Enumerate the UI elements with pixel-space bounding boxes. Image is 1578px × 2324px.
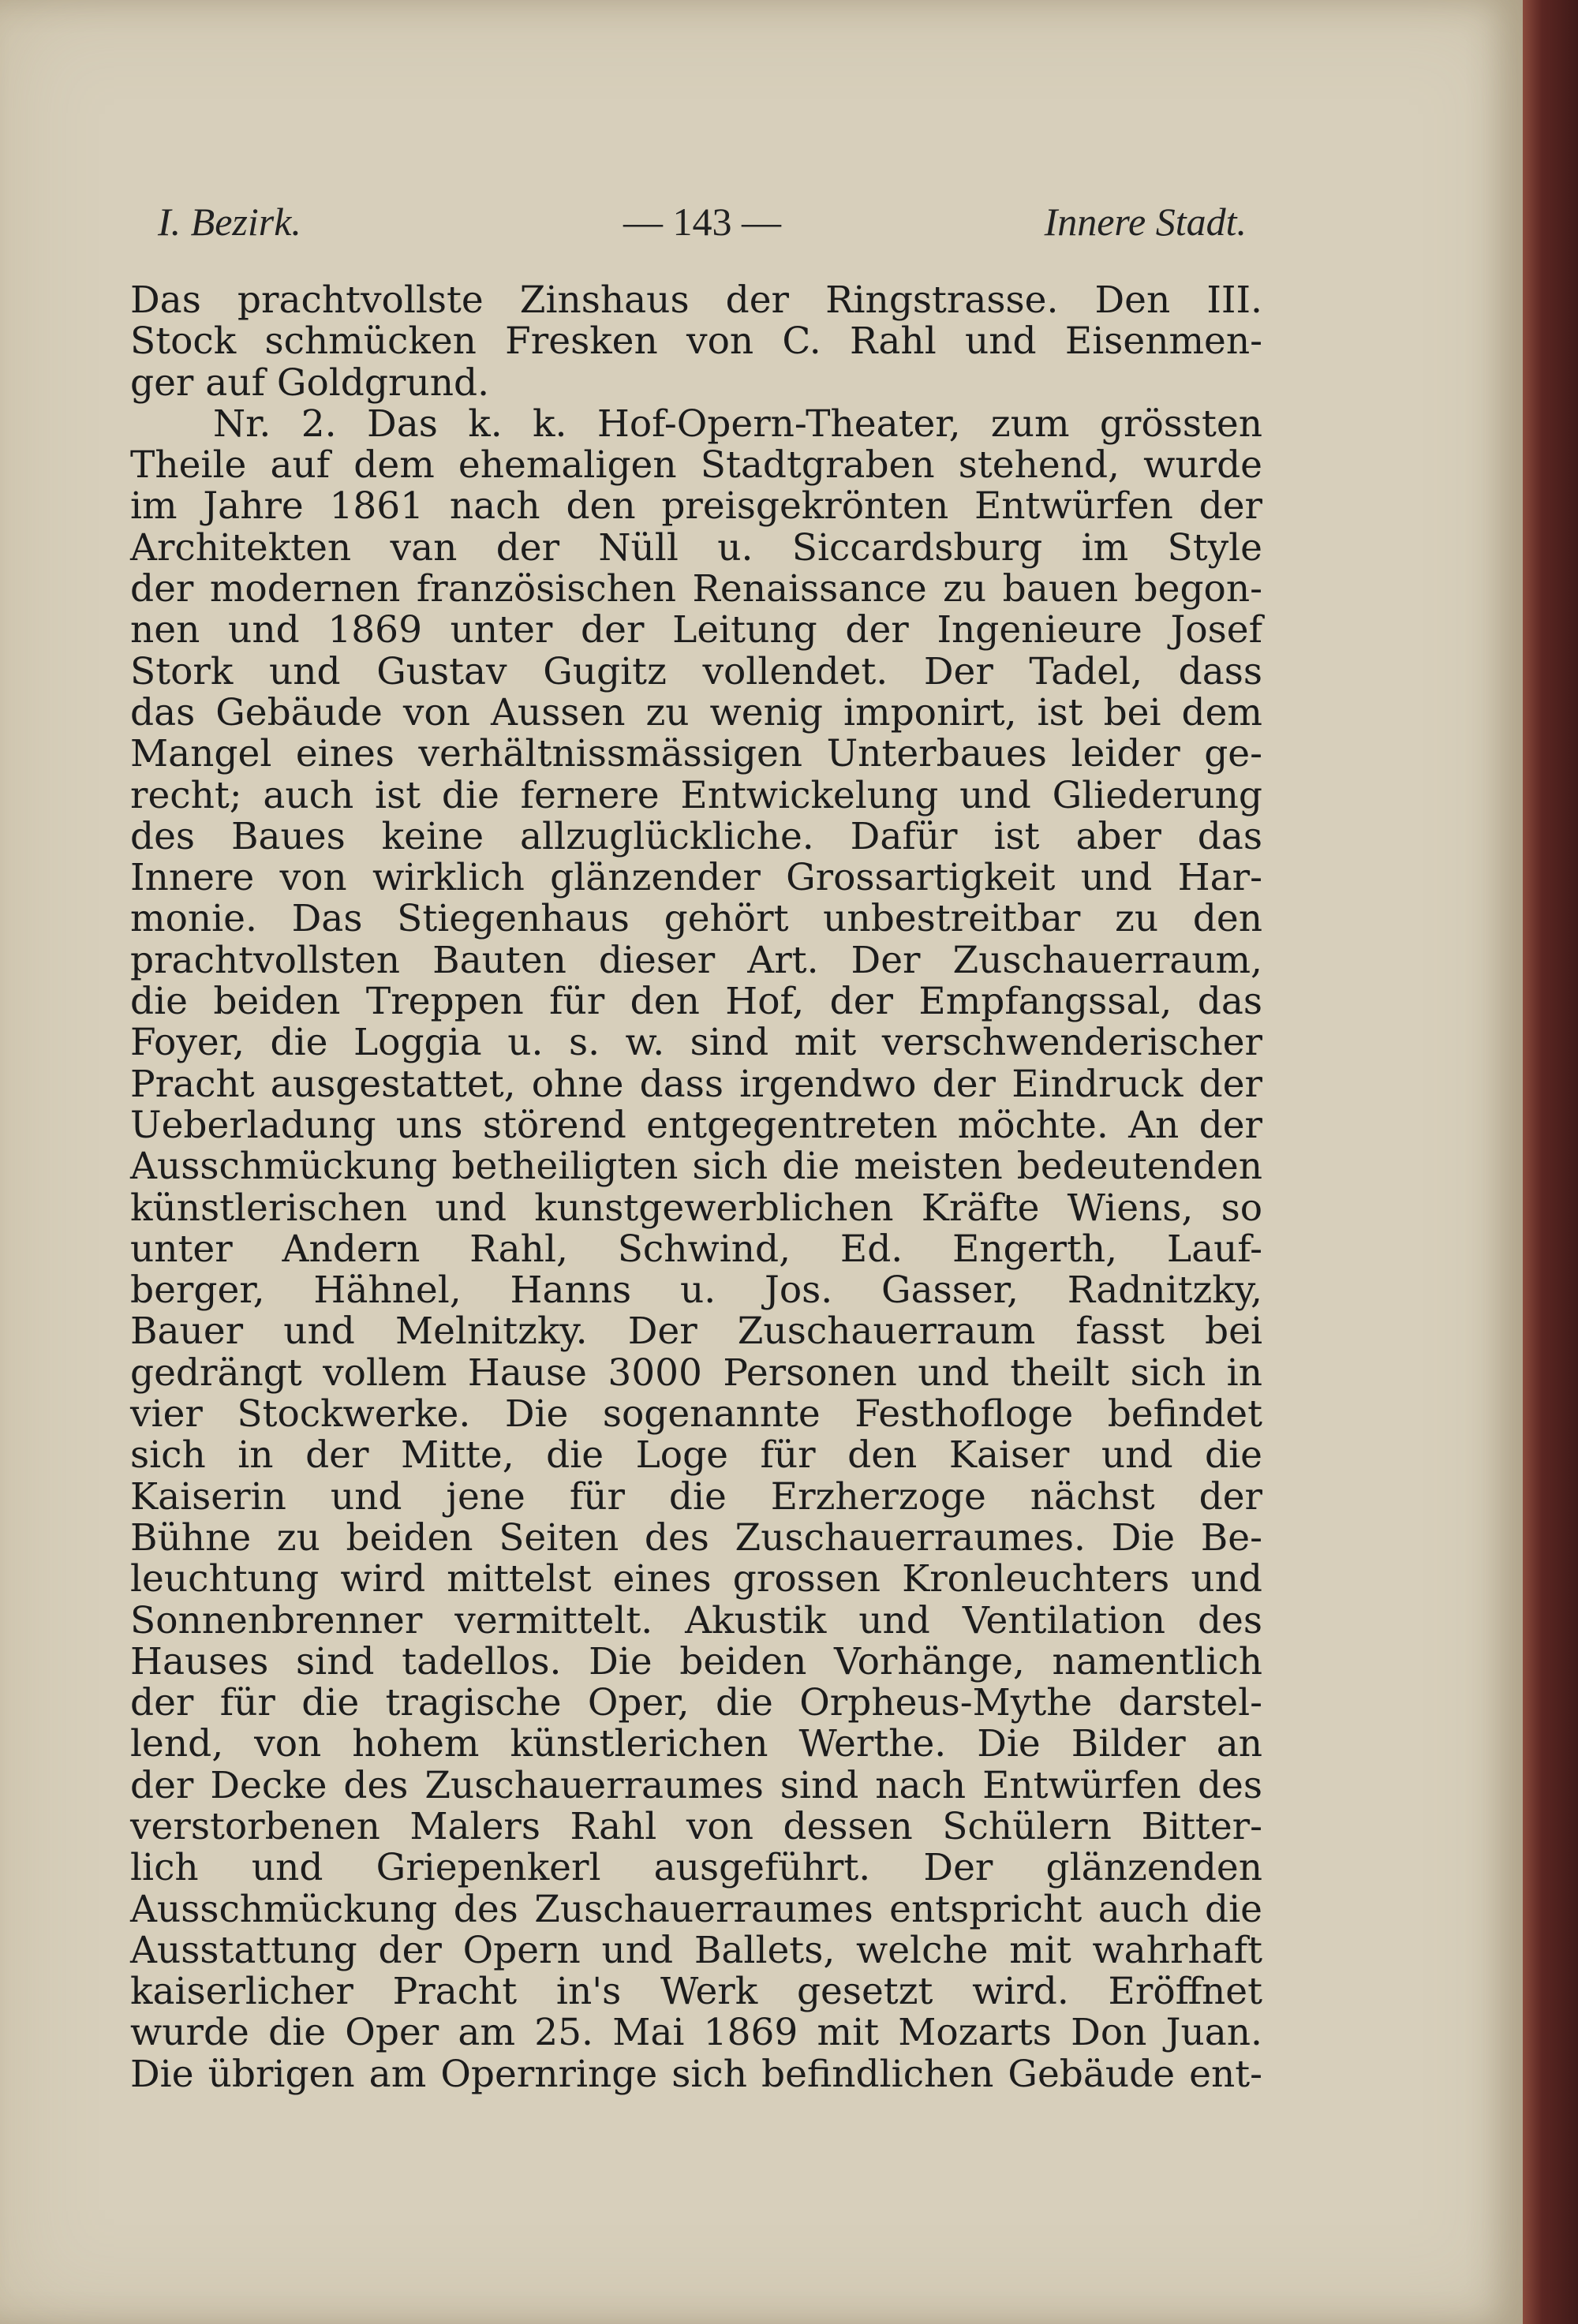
text-line: die beiden Treppen für den Hof, der Empfangssal, das — [130, 980, 1262, 1024]
text-line: des Baues keine allzuglückliche. Dafür ist aber das — [130, 814, 1262, 858]
running-head — [158, 199, 1247, 254]
text-line: Stock schmücken Fresken von C. Rahl und Eisenmen- — [130, 319, 1262, 364]
text-line: der Decke des Zuschauerraumes sind nach Entwürfen des — [130, 1763, 1262, 1807]
text-line: vier Stockwerke. Die sogenannte Festhofloge befindet — [130, 1392, 1262, 1437]
text-line: Ausschmückung des Zuschauerraumes entspricht auch die — [130, 1887, 1262, 1931]
text-line: das Gebäude von Aussen zu wenig imponirt, ist bei dem — [130, 690, 1262, 734]
text-line: der für die tragische Oper, die Orpheus-Mythe darstel- — [130, 1681, 1262, 1725]
text-line: Foyer, die Loggia u. s. w. sind mit verschwenderischer — [130, 1021, 1262, 1065]
text-line: Ausstattung der Opern und Ballets, welche mit wahrhaft — [130, 1928, 1262, 1972]
text-line: unter Andern Rahl, Schwind, Ed. Engerth, Lauf- — [130, 1227, 1262, 1271]
text-line: Bauer und Melnitzky. Der Zuschauerraum fasst bei — [130, 1310, 1262, 1354]
text-line: Hauses sind tadellos. Die beiden Vorhänge, namentlich — [130, 1639, 1262, 1683]
text-line: Theile auf dem ehemaligen Stadtgraben stehend, wurde — [130, 443, 1262, 488]
text-line: Nr. 2. Das k. k. Hof-Opern-Theater, zum grössten — [213, 402, 1262, 446]
text-line: leuchtung wird mittelst eines grossen Kronleuchters und — [130, 1557, 1262, 1601]
text-line: Ausschmückung betheiligten sich die meisten bedeutenden — [130, 1145, 1262, 1189]
text-line: wurde die Oper am 25. Mai 1869 mit Mozarts Don Juan. — [130, 2011, 1262, 2055]
text-line: berger, Hähnel, Hanns u. Jos. Gasser, Radnitzky, — [130, 1268, 1262, 1313]
book-spine-edge — [1523, 0, 1578, 2324]
text-line: verstorbenen Malers Rahl von dessen Schülern Bitter- — [130, 1804, 1262, 1848]
text-line: Das prachtvollste Zinshaus der Ringstrasse. Den III. — [130, 278, 1262, 322]
header-district: I. Bezirk. — [158, 200, 301, 244]
text-line: prachtvollsten Bauten dieser Art. Der Zuschauerraum, — [130, 938, 1262, 982]
text-line: Sonnenbrenner vermittelt. Akustik und Ventilation des — [130, 1598, 1262, 1642]
text-line: Die übrigen am Opernringe sich befindlichen Gebäude ent- — [130, 2052, 1262, 2096]
text-line: im Jahre 1861 nach den preisgekrönten Entwürfen der — [130, 484, 1262, 529]
text-line: der modernen französischen Renaissance zu bauen begon- — [130, 567, 1262, 611]
text-line: künstlerischen und kunstgewerblichen Kräfte Wiens, so — [130, 1186, 1262, 1230]
text-line: Architekten van der Nüll u. Siccardsburg im Style — [130, 525, 1262, 570]
text-line: sich in der Mitte, die Loge für den Kaiser und die — [130, 1433, 1262, 1478]
text-line: lend, von hohem künstlerichen Werthe. Die Bilder an — [130, 1722, 1262, 1766]
text-line: recht; auch ist die fernere Entwickelung und Gliederung — [130, 773, 1262, 817]
page-number: — 143 — — [623, 200, 781, 244]
text-line: Bühne zu beiden Seiten des Zuschauerraumes. Die Be- — [130, 1515, 1262, 1560]
text-line: lich und Griepenkerl ausgeführt. Der glänzenden — [130, 1846, 1262, 1890]
text-line: Innere von wirklich glänzender Grossartigkeit und Har- — [130, 856, 1262, 900]
text-line: monie. Das Stiegenhaus gehört unbestreitbar zu den — [130, 897, 1262, 941]
text-line: nen und 1869 unter der Leitung der Ingenieure Josef — [130, 608, 1262, 652]
text-line: Stork und Gustav Gugitz vollendet. Der Tadel, dass — [130, 649, 1262, 693]
text-line: ger auf Goldgrund. — [130, 361, 490, 405]
text-line: Ueberladung uns störend entgegentreten möchte. An der — [130, 1103, 1262, 1147]
text-line: Kaiserin und jene für die Erzherzoge nächst der — [130, 1474, 1262, 1519]
body-text — [130, 280, 1262, 2095]
header-section: Innere Stadt. — [1044, 200, 1247, 244]
text-line: Pracht ausgestattet, ohne dass irgendwo der Eindruck der — [130, 1062, 1262, 1106]
text-line: gedrängt vollem Hause 3000 Personen und theilt sich in — [130, 1351, 1262, 1395]
text-line: Mangel eines verhältnissmässigen Unterbaues leider ge- — [130, 732, 1262, 776]
text-line: kaiserlicher Pracht in's Werk gesetzt wird. Eröffnet — [130, 1970, 1262, 2014]
